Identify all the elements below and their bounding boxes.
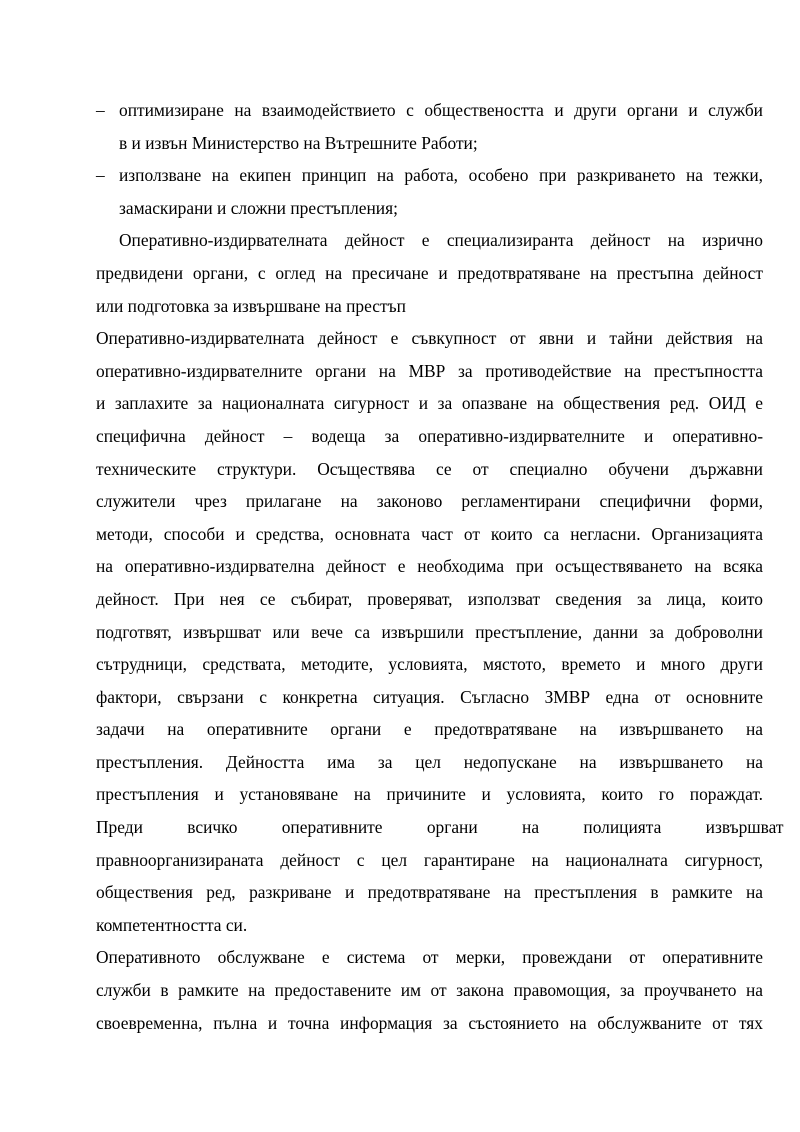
text-line: обществения ред, разкриване и предотвратяване на престъпления в рамките на bbox=[96, 882, 763, 903]
text-line: подготвят, извършват или вече са извършили престъпление, данни за доброволни bbox=[96, 621, 763, 642]
dash-bullet-marker: – bbox=[96, 165, 105, 186]
text-line: Оперативно-издирвателната дейност е съвкупност от явни и тайни действия на bbox=[96, 328, 763, 349]
text-line: Оперативно-издирвателната дейност е специализиранта дейност на изрично bbox=[119, 230, 763, 251]
bullet-item bbox=[96, 94, 763, 159]
text-line: сътрудници, средствата, методите, условията, мястото, времето и много други bbox=[96, 654, 763, 675]
paragraph-oid-definition bbox=[96, 224, 763, 322]
text-line: своевременна, пълна и точна информация за състоянието на обслужваните от тях bbox=[96, 1012, 763, 1033]
text-line: или подготовка за извършване на престъп bbox=[96, 295, 406, 316]
dash-bullet-marker: – bbox=[96, 100, 105, 120]
text-line: Оперативното обслужване е система от мерки, провеждани от оперативните bbox=[96, 947, 763, 968]
text-line: използване на екипен принцип на работа, особено при разкриването на тежки, bbox=[119, 165, 763, 186]
text-line: оперативно-издирвателните органи на МВР за противодействие на престъпността bbox=[96, 360, 763, 381]
text-line: служители чрез прилагане на законово регламентирани специфични форми, bbox=[96, 491, 763, 512]
text-line: задачи на оперативните органи е предотвратяване на извършването на bbox=[96, 719, 763, 740]
paragraph-oid-description bbox=[96, 322, 784, 941]
text-line: Преди всичко оперативните органи на полицията извършват bbox=[96, 817, 784, 838]
text-line: специфична дейност – водеща за оперативно-издирвателните и оперативно- bbox=[96, 425, 763, 446]
text-line: на оперативно-издирвателна дейност е необходима при осъществяването на всяка bbox=[96, 556, 763, 577]
text-line: служби в рамките на предоставените им от закона правомощия, за проучването на bbox=[96, 980, 763, 1001]
text-line: предвидени органи, с оглед на пресичане и предотвратяване на престъпна дейност bbox=[96, 262, 763, 283]
text-line: оптимизиране на взаимодействието с обществеността и други органи и служби bbox=[119, 100, 763, 120]
text-line: престъпления. Дейността има за цел недопускане на извършването на bbox=[96, 751, 763, 772]
text-line: методи, способи и средства, основната част от които са негласни. Организацията bbox=[96, 523, 763, 544]
text-line: и заплахите за националната сигурност и за опазване на обществения ред. ОИД е bbox=[96, 393, 763, 414]
text-line: замаскирани и сложни престъпления; bbox=[119, 197, 398, 218]
text-line: техническите структури. Осъществява се от специално обучени държавни bbox=[96, 458, 763, 479]
text-line: фактори, свързани с конкретна ситуация. Съгласно ЗМВР една от основните bbox=[96, 686, 763, 707]
text-line: престъпления и установяване на причините и условията, които го пораждат. bbox=[96, 784, 763, 805]
bullet-item bbox=[96, 159, 763, 224]
text-line: в и извън Министерство на Вътрешните Работи; bbox=[119, 132, 478, 153]
text-line: дейност. При нея се събират, проверяват, използват сведения за лица, които bbox=[96, 588, 763, 609]
text-line: правноорганизираната дейност с цел гарантиране на националната сигурност, bbox=[96, 849, 763, 870]
document-page bbox=[96, 94, 784, 1039]
text-line: компетентността си. bbox=[96, 914, 248, 935]
paragraph-operative-service bbox=[96, 941, 763, 1039]
